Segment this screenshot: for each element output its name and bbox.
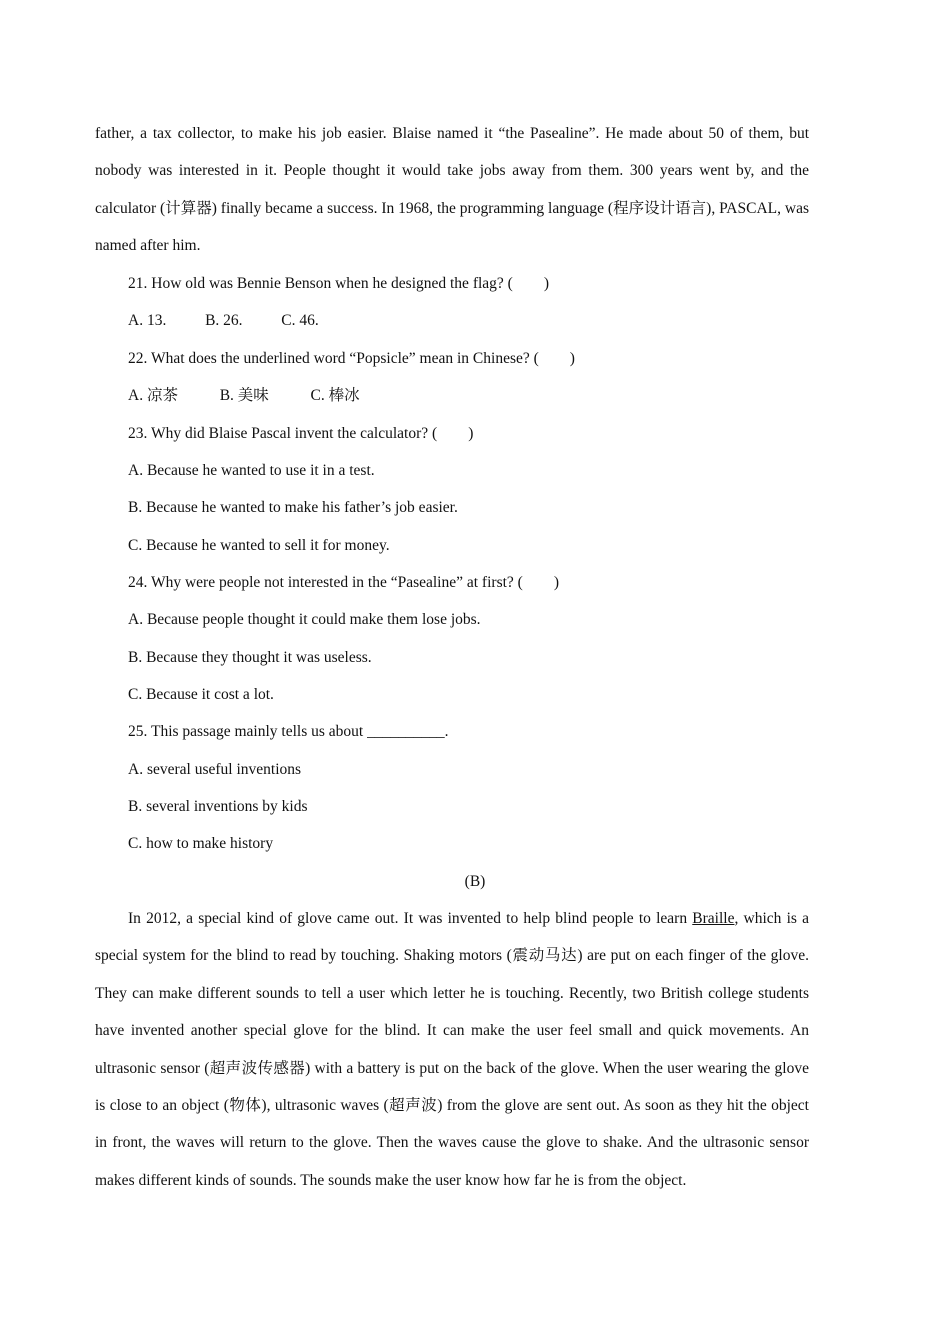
question-23-stem: 23. Why did Blaise Pascal invent the calculator? ( ) (128, 425, 474, 442)
question-22-option-c: C. 棒冰 (310, 387, 360, 404)
question-25-option-b: B. several inventions by kids (128, 798, 308, 815)
question-21-stem: 21. How old was Bennie Benson when he designed the flag? ( ) (128, 275, 549, 292)
section-b-title: (B) (464, 873, 486, 890)
question-21-options (128, 311, 319, 331)
question-24-option-a: A. Because people thought it could make them lose jobs. (128, 611, 481, 628)
question-22-option-b: B. 美味 (219, 387, 269, 404)
passage-b (95, 900, 809, 1199)
question-21-option-c: C. 46. (281, 312, 319, 329)
question-21-option-a: A. 13. (128, 312, 167, 329)
underlined-word-braille: Braille (692, 910, 735, 927)
passage-b-text-2: , which is a special system for the blind to read by touching. Shaking motors (震动马达) are put on each finger of the glove. They can make different sounds to tell a user which letter he is touching. Recently, two British college students have invented another special glove for the blind. It can make the user feel small and quick movements. An ultrasonic sensor (超声波传感器) with a battery is put on the back of the glove. When the user wearing the glove is close to an object (物体), ultrasonic waves (超声波) from the glove are sent out. As soon as they hit the object in front, the waves will return to the glove. Then the waves cause the glove to shake. And the ultrasonic sensor makes different kinds of sounds. The sounds make the user know how far he is from the object. (95, 910, 809, 1189)
question-22-stem: 22. What does the underlined word “Popsicle” mean in Chinese? ( ) (128, 350, 575, 367)
question-22-option-a: A. 凉茶 (128, 387, 178, 404)
question-24-option-c: C. Because it cost a lot. (128, 686, 274, 703)
question-25-option-a: A. several useful inventions (128, 761, 302, 778)
question-21-option-b: B. 26. (205, 312, 243, 329)
question-24-stem: 24. Why were people not interested in the “Pasealine” at first? ( ) (128, 574, 559, 591)
question-23-option-b: B. Because he wanted to make his father’s job easier. (128, 499, 458, 516)
question-24-option-b: B. Because they thought it was useless. (128, 649, 372, 666)
question-23-option-a: A. Because he wanted to use it in a test. (128, 462, 375, 479)
question-23-option-c: C. Because he wanted to sell it for money. (128, 537, 390, 554)
question-25-option-c: C. how to make history (128, 835, 274, 852)
question-25-stem: 25. This passage mainly tells us about __________. (128, 723, 449, 740)
question-22-options (128, 386, 360, 406)
passage-a-continuation: father, a tax collector, to make his job easier. Blaise named it “the Pasealine”. He made about 50 of them, but nobody was interested in it. People thought it would take jobs away from them. 300 years went by, and the calculator (计算器) finally became a success. In 1968, the programming language (程序设计语言), PASCAL, was named after him. (95, 125, 809, 255)
passage-b-text-1: In 2012, a special kind of glove came out. It was invented to help blind people to learn (128, 910, 693, 927)
